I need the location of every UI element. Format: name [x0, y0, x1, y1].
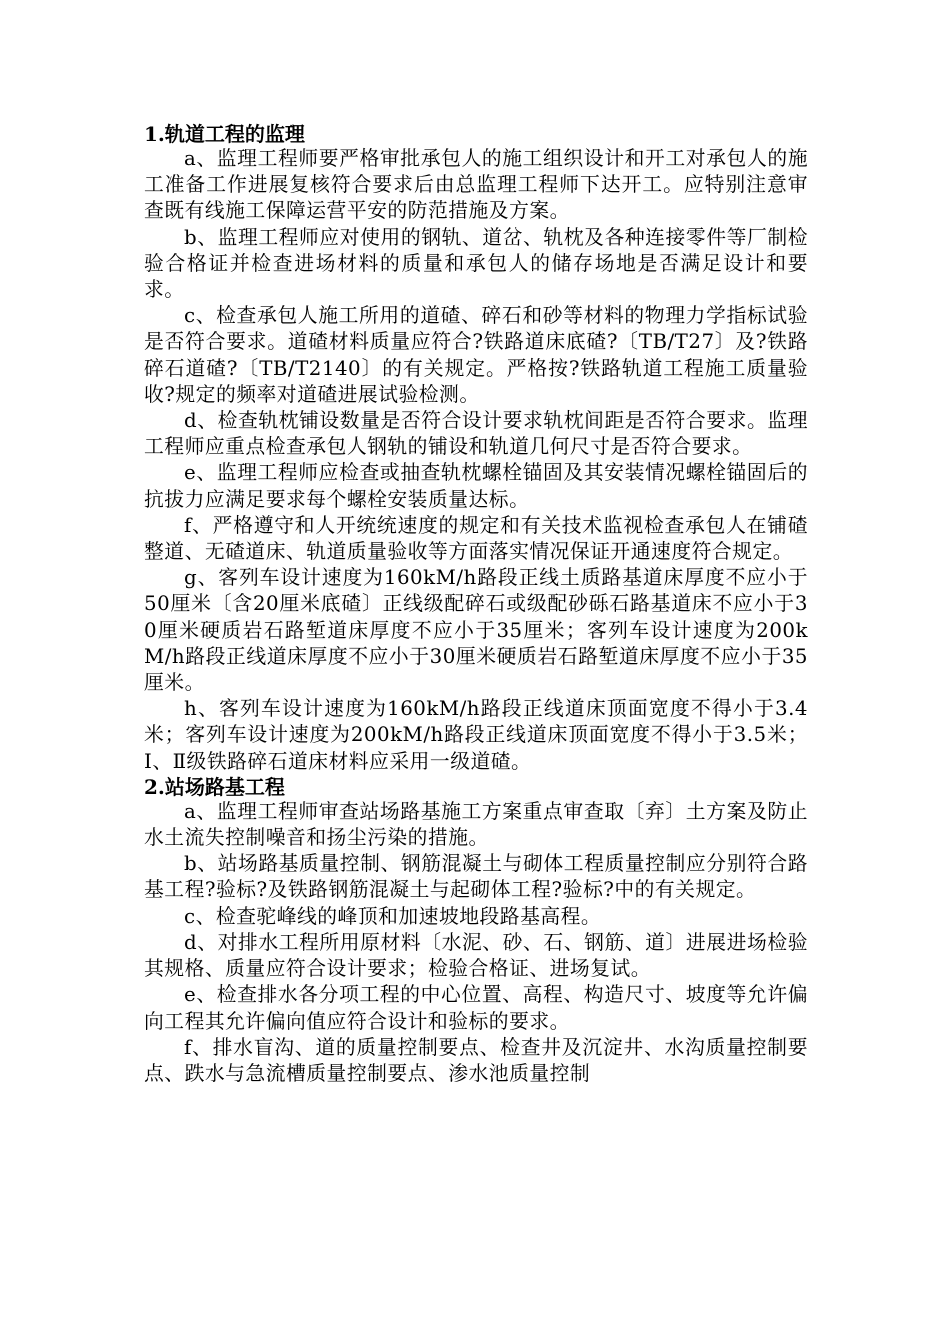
- section-heading: 1.轨道工程的监理: [144, 122, 305, 146]
- paragraph: a、监理工程师审查站场路基施工方案重点审查取〔弃〕土方案及防止水土流失控制噪音和扬尘污染的措施。: [144, 799, 808, 850]
- section-track-engineering: [144, 122, 808, 775]
- paragraph: d、检查轨枕铺设数量是否符合设计要求轨枕间距是否符合要求。监理工程师应重点检查承包人钢轨的铺设和轨道几何尺寸是否符合要求。: [144, 409, 808, 459]
- document-page: [144, 122, 808, 1087]
- paragraph: e、检查排水各分项工程的中心位置、高程、构造尺寸、坡度等允许偏向工程其允许偏向值应符合设计和验标的要求。: [144, 983, 808, 1033]
- section-heading: 2.站场路基工程: [144, 774, 285, 799]
- paragraph: b、监理工程师应对使用的钢轨、道岔、轨枕及各种连接零件等厂制检验合格证并检查进场材料的质量和承包人的储存场地是否满足设计和要求。: [144, 225, 808, 302]
- paragraph: f、排水盲沟、道的质量控制要点、检查井及沉淀井、水沟质量控制要点、跌水与急流槽质量控制要点、渗水池质量控制: [144, 1035, 808, 1085]
- paragraph: a、监理工程师要严格审批承包人的施工组织设计和开工对承包人的施工准备工作进展复核符合要求后由总监理工程师下达开工。应特别注意审查既有线施工保障运营平安的防范措施及方案。: [144, 147, 808, 223]
- paragraph: h、客列车设计速度为160kM/h路段正线道床顶面宽度不得小于3.4米；客列车设计速度为200kM/h路段正线道床顶面宽度不得小于3.5米；Ⅰ、Ⅱ级铁路碎石道床材料应采用一级道碴。: [144, 697, 808, 773]
- paragraph: c、检查驼峰线的峰顶和加速坡地段路基高程。: [184, 904, 602, 928]
- paragraph: d、对排水工程所用原材料〔水泥、砂、石、钢筋、道〕进展进场检验其规格、质量应符合设计要求；检验合格证、进场复试。: [144, 930, 808, 981]
- paragraph: e、监理工程师应检查或抽查轨枕螺栓锚固及其安装情况螺栓锚固后的抗拔力应满足要求每个螺栓安装质量达标。: [144, 461, 808, 511]
- paragraph: c、检查承包人施工所用的道碴、碎石和砂等材料的物理力学指标试验是否符合要求。道碴材料质量应符合?铁路道床底碴?〔TB/T27〕及?铁路碎石道碴?〔TB/T2140〕的有关规定。严格按?铁路轨道工程施工质量验收?规定的频率对道碴进展试验检测。: [144, 304, 808, 406]
- paragraph: f、严格遵守和人开统统速度的规定和有关技术监视检查承包人在铺碴整道、无碴道床、轨道质量验收等方面落实情况保证开通速度符合规定。: [144, 513, 808, 564]
- section-station-subgrade: [144, 775, 808, 1087]
- paragraph: g、客列车设计速度为160kM/h路段正线土质路基道床厚度不应小于50厘米〔含20厘米底碴〕正线级配碎石或级配砂砾石路基道床不应小于30厘米硬质岩石路堑道床厚度不应小于35厘米；客列车设计速度为200kM/h路段正线道床厚度不应小于30厘米硬质岩石路堑道床厚度不应小于35厘米。: [144, 566, 808, 695]
- paragraph: b、站场路基质量控制、钢筋混凝土与砌体工程质量控制应分别符合路基工程?验标?及铁路钢筋混凝土与起砌体工程?验标?中的有关规定。: [144, 852, 808, 902]
